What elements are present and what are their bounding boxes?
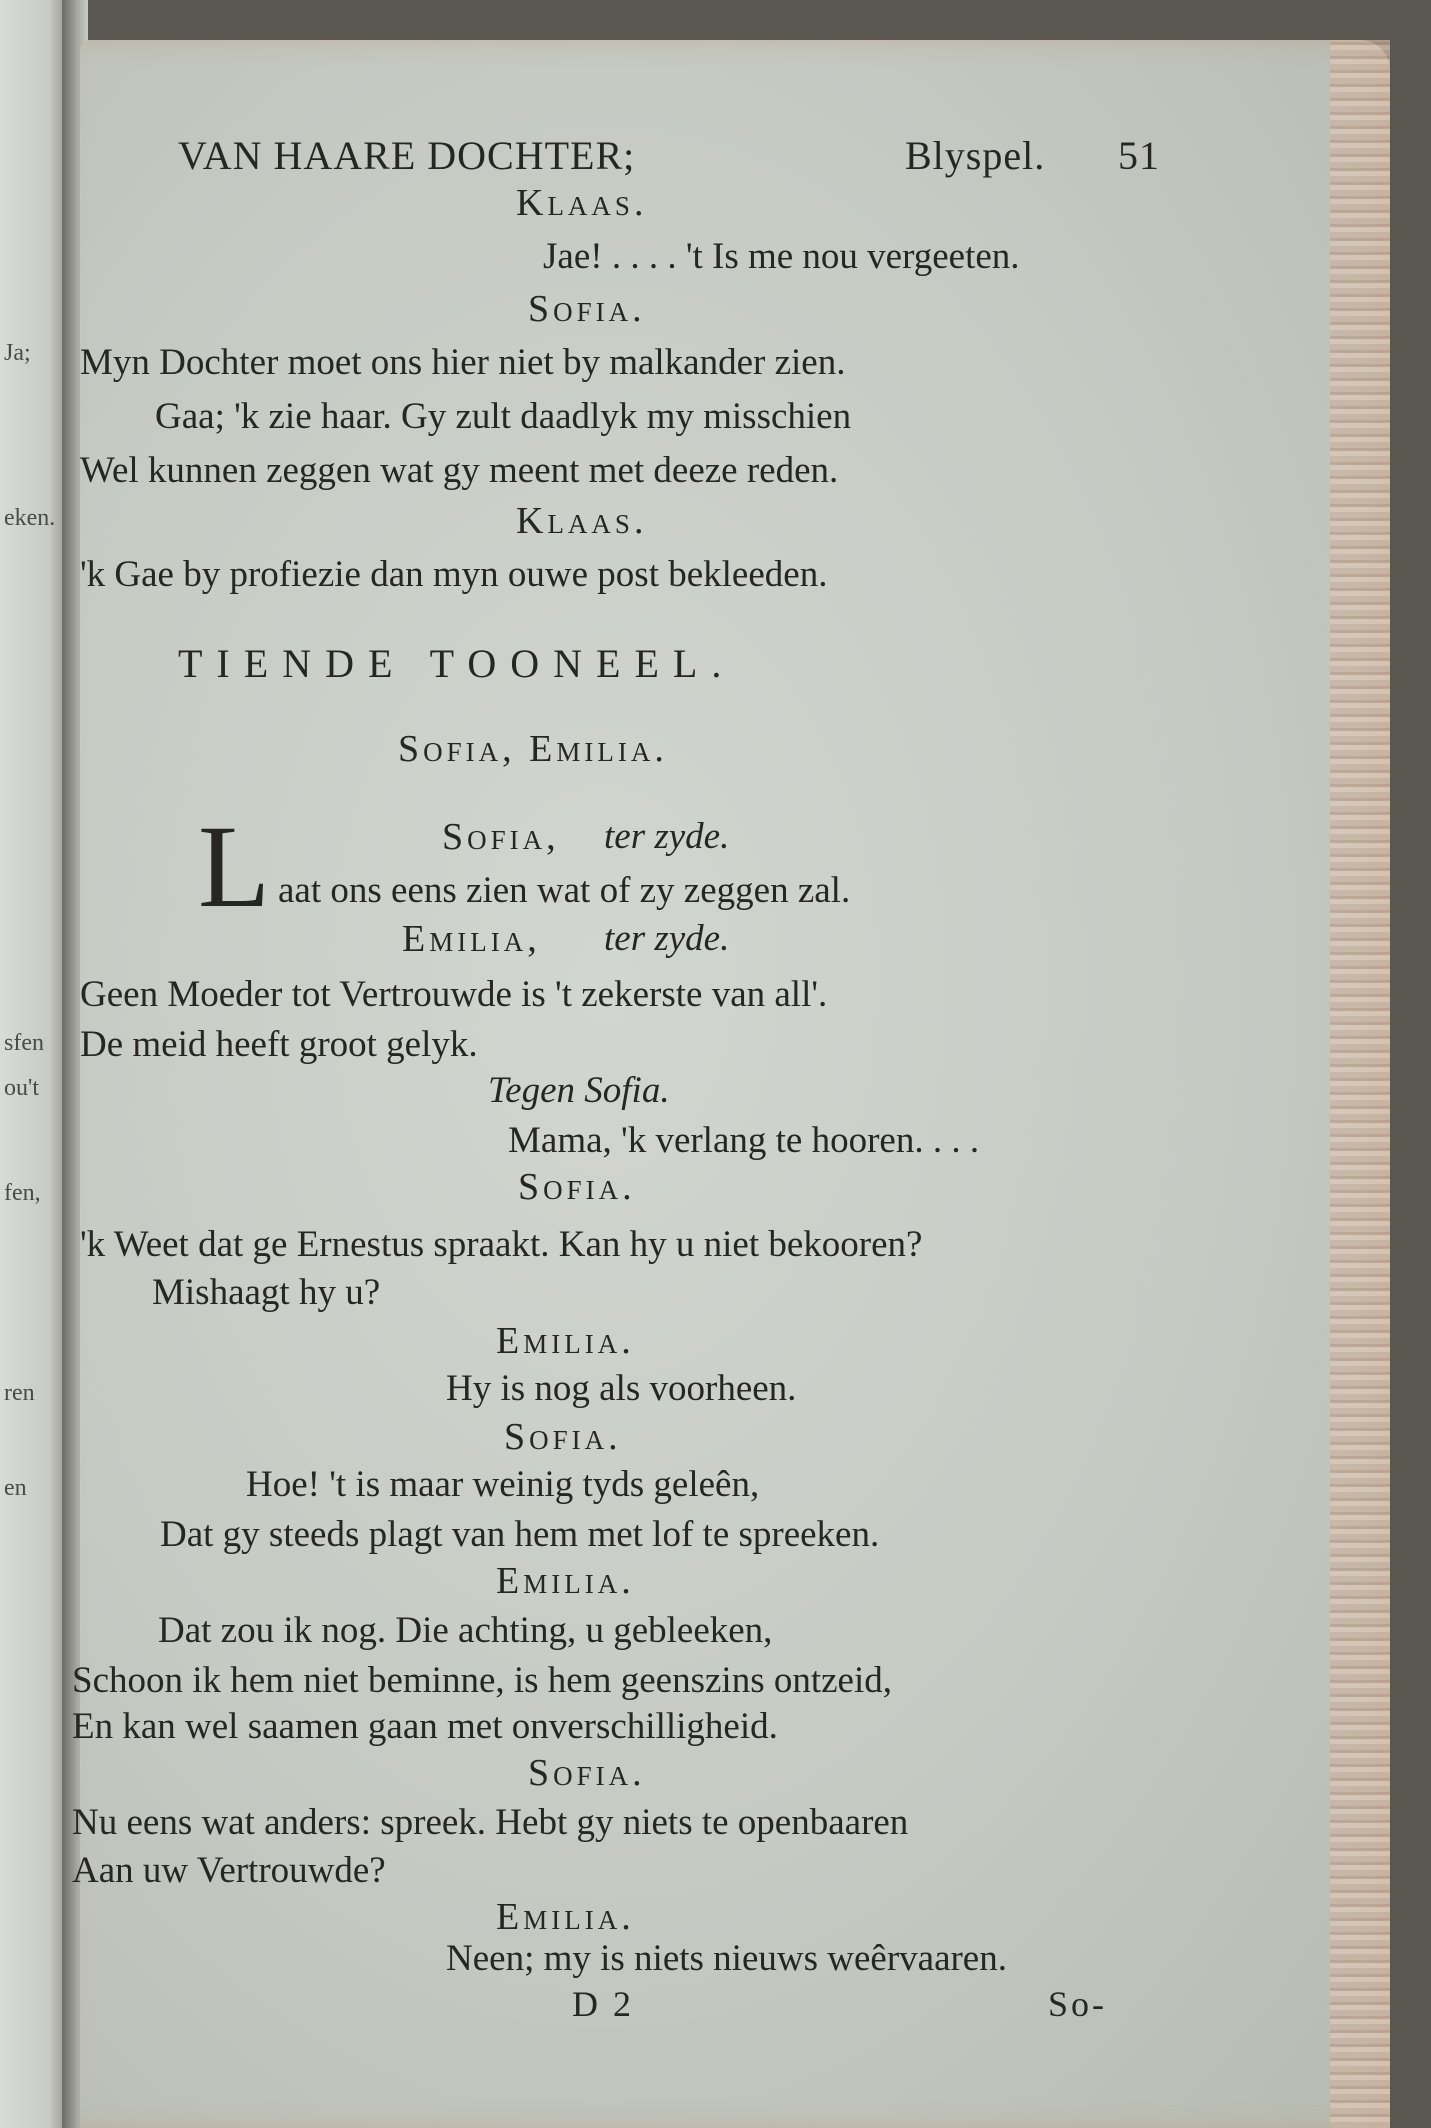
margin-fragment: eken. [4,505,56,531]
speaker-name: Emilia. [496,1560,635,1602]
running-title: VAN HAARE DOCHTER; [178,133,636,178]
speaker-name: Sofia. [518,1166,636,1208]
genre-label: Blyspel. [905,133,1046,178]
verse-line: Schoon ik hem niet beminne, is hem geenszins ontzeid, [72,1660,892,1701]
verse-line: Myn Dochter moet ons hier niet by malkander zien. [80,342,846,383]
scene-title: TIENDE TOONEEL. [178,641,736,686]
stage-direction: ter zyde. [604,816,730,857]
verse-line: 'k Gae by profiezie dan myn ouwe post bekleeden. [80,554,828,595]
speaker-name: Klaas. [516,182,648,224]
margin-fragment: en [4,1475,27,1501]
signature-mark: D 2 [572,1984,634,2024]
page-edge [1330,40,1390,2128]
speaker-name: Klaas. [516,500,648,542]
margin-fragment: ren [4,1380,35,1406]
stage-direction: Tegen Sofia. [488,1070,670,1111]
margin-fragment: Ja; [4,340,31,366]
verse-line: En kan wel saamen gaan met onverschilligheid. [72,1706,778,1747]
verse-line: Jae! . . . . 't Is me nou vergeeten. [543,236,1020,277]
speaker-name: Sofia. [528,288,646,330]
verse-line: Wel kunnen zeggen wat gy meent met deeze reden. [80,450,839,491]
verse-line: Hy is nog als voorheen. [446,1368,797,1409]
margin-fragment: ou't [4,1075,39,1101]
verse-line: Aan uw Vertrouwde? [72,1850,386,1891]
verse-line: Mama, 'k verlang te hooren. . . . [508,1120,980,1161]
speaker-name: Emilia, [402,918,541,960]
verse-line: Neen; my is niets nieuws weêrvaaren. [446,1938,1007,1979]
speaker-name: Emilia. [496,1896,635,1938]
verse-line: Dat zou ik nog. Die achting, u gebleeken, [158,1610,773,1651]
verse-line: Gaa; 'k zie haar. Gy zult daadlyk my misschien [155,396,852,437]
verse-line: 'k Weet dat ge Ernestus spraakt. Kan hy u niet bekooren? [80,1224,923,1265]
speaker-name: Sofia, [442,816,560,858]
verse-line: Geen Moeder tot Vertrouwde is 't zekerste van all'. [80,974,828,1015]
page-number: 51 [1118,133,1160,178]
verse-line: Nu eens wat anders: spreek. Hebt gy niets te openbaaren [72,1802,909,1843]
verse-line: aat ons eens zien wat of zy zeggen zal. [278,870,851,911]
verse-line: Dat gy steeds plagt van hem met lof te spreeken. [160,1514,880,1555]
margin-fragment: fen, [4,1180,41,1206]
catchword: So- [1048,1984,1108,2024]
facing-page-edge [0,0,70,2128]
speaker-name: Sofia. [504,1416,622,1458]
speaker-name: Sofia. [528,1752,646,1794]
speaker-name: Emilia. [496,1320,635,1362]
margin-fragment: sfen [4,1030,44,1056]
verse-line: Hoe! 't is maar weinig tyds geleên, [246,1464,760,1505]
scene-cast: Sofia, Emilia. [398,728,668,770]
stage-direction: ter zyde. [604,918,730,959]
drop-capital: L [198,801,271,932]
verse-line: De meid heeft groot gelyk. [80,1024,478,1065]
verse-line: Mishaagt hy u? [152,1272,381,1313]
